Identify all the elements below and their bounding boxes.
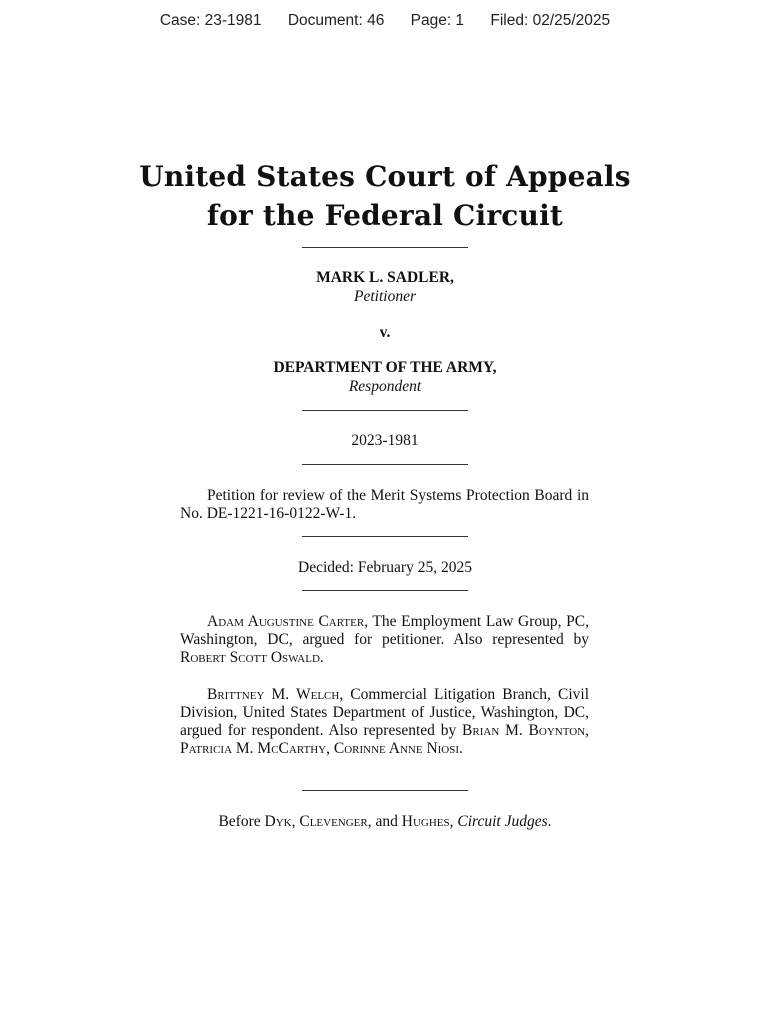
petitioner-counsel: Adam Augustine Carter, The Employment Law Group, PC, Washington, DC, argued for petitioner. Also represented by Robert Scott Oswald. — [180, 613, 589, 666]
judge-name: Clevenger — [299, 813, 368, 830]
judge-name: Hughes — [401, 813, 450, 830]
filed-date: Filed: 02/25/2025 — [490, 12, 611, 29]
petitioner-name: MARK L. SADLER, — [316, 269, 454, 286]
attorney-name: Patricia M. McCarthy — [180, 740, 327, 757]
divider-rule — [302, 464, 468, 465]
petitioner-role: Petitioner — [354, 288, 416, 305]
respondent-name: DEPARTMENT OF THE ARMY, — [273, 359, 497, 376]
versus: v. — [379, 324, 391, 341]
docket-number: 2023-1981 — [351, 432, 419, 449]
attorney-name: Corinne Anne Niosi — [333, 740, 460, 757]
document-number: Document: 46 — [287, 12, 385, 29]
judge-name: Dyk — [264, 813, 292, 830]
respondent-role: Respondent — [348, 378, 422, 395]
attorney-name: Brittney M. Welch — [207, 686, 340, 703]
attorney-name: Adam Augustine Carter — [207, 613, 365, 630]
judges-title: Circuit Judges — [457, 813, 548, 830]
divider-rule — [302, 790, 468, 791]
divider-rule — [302, 590, 468, 591]
panel-judges: Before Dyk, Clevenger, and Hughes, Circuit Judges. — [218, 813, 552, 830]
page-number: Page: 1 — [410, 12, 465, 29]
divider-rule — [302, 247, 468, 248]
case-number: Case: 23-1981 — [159, 12, 262, 29]
court-name-line2: for the Federal Circuit — [206, 199, 564, 232]
case-header — [0, 12, 770, 30]
divider-rule — [302, 536, 468, 537]
attorney-name: Brian M. Boynton — [462, 722, 586, 739]
attorney-name: Robert Scott Oswald — [180, 649, 320, 666]
respondent-counsel: Brittney M. Welch, Commercial Litigation Branch, Civil Division, United States Department of Justice, Washington, DC, argued for respondent. Also represented by Brian M. Boynton, Patricia M. McCarthy, Corinne Anne Niosi. — [180, 686, 589, 757]
divider-rule — [302, 410, 468, 411]
petition-description: Petition for review of the Merit Systems Protection Board in No. DE-1221-16-0122-W-1. — [180, 487, 589, 522]
court-name-line1: United States Court of Appeals — [139, 160, 631, 193]
decided-date: Decided: February 25, 2025 — [298, 559, 472, 576]
